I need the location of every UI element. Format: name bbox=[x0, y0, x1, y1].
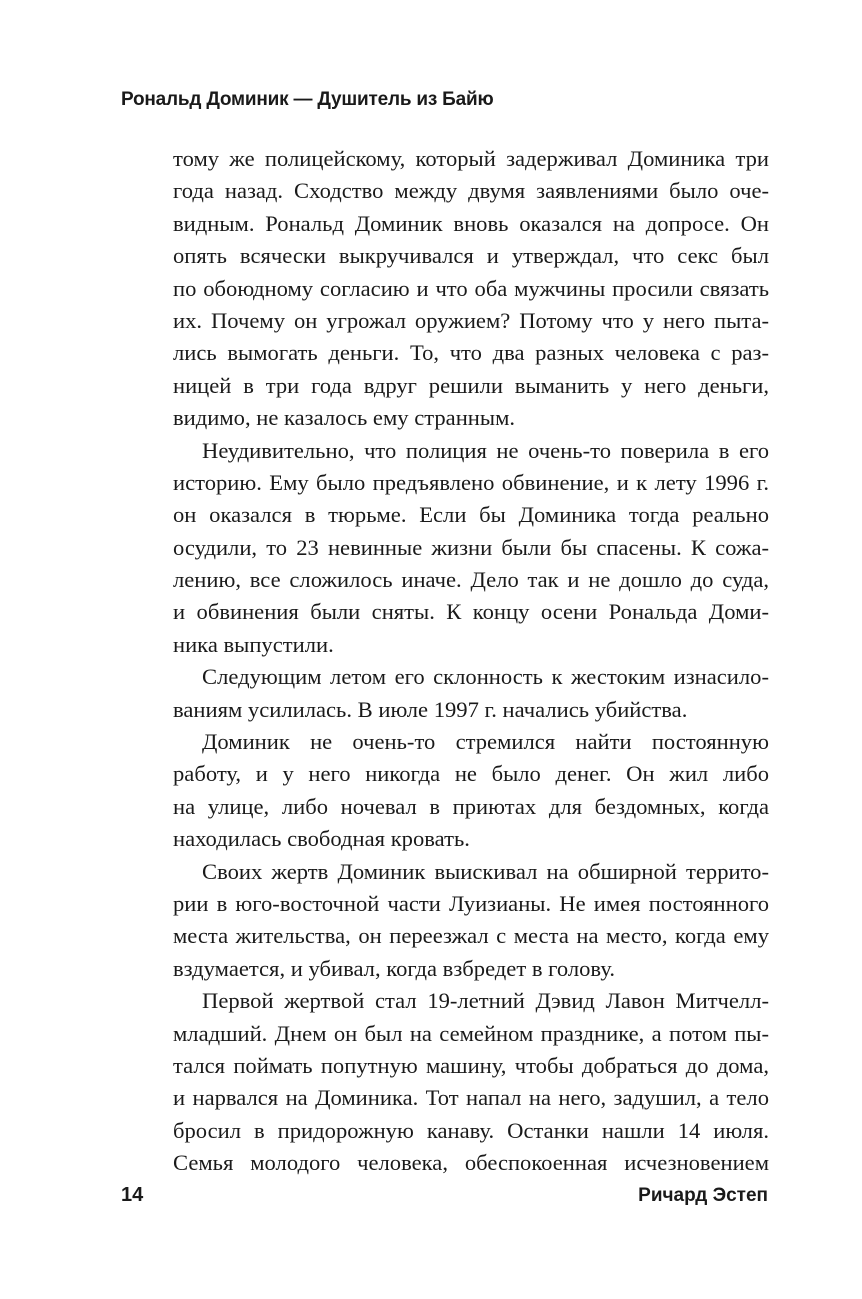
running-title: Рональд Доминик — Душитель из Байю bbox=[121, 89, 494, 110]
text-line-content: на улице, либо ночевал в приютах для бездомных, когда bbox=[173, 793, 769, 819]
text-line bbox=[173, 661, 769, 693]
text-line-content: лись вымогать деньги. То, что два разных человека с раз- bbox=[173, 340, 769, 366]
text-line-content: Семья молодого человека, обеспокоенная исчезновением bbox=[173, 1150, 769, 1176]
text-line bbox=[173, 370, 769, 402]
text-line-content: и обвинения были сняты. К концу осени Рональда Доми- bbox=[173, 599, 769, 625]
text-line bbox=[173, 337, 769, 369]
text-line-content: он оказался в тюрьме. Если бы Доминика тогда реально bbox=[173, 502, 769, 528]
text-line bbox=[173, 791, 769, 823]
text-line bbox=[173, 1115, 769, 1147]
text-line bbox=[173, 273, 769, 305]
text-line-content: ницей в три года вдруг решили выманить у него деньги, bbox=[173, 372, 769, 398]
text-line bbox=[173, 888, 769, 920]
text-line bbox=[173, 564, 769, 596]
text-line bbox=[173, 240, 769, 272]
text-line-content: Доминик не очень-то стремился найти постоянную bbox=[202, 729, 769, 755]
text-line bbox=[173, 596, 769, 628]
text-line-content: лению, все сложилось иначе. Дело так и не дошло до суда, bbox=[173, 567, 769, 593]
text-line-content: ваниям усилилась. В июле 1997 г. начались убийства. bbox=[173, 696, 688, 722]
text-line bbox=[173, 1050, 769, 1082]
text-line bbox=[173, 467, 769, 499]
text-line bbox=[173, 920, 769, 952]
text-line-content: Первой жертвой стал 19-летний Дэвид Лавон Митчелл- bbox=[202, 988, 769, 1014]
text-line bbox=[173, 1147, 769, 1179]
text-line-content: и нарвался на Доминика. Тот напал на него, задушил, а тело bbox=[173, 1085, 769, 1111]
text-line bbox=[173, 175, 769, 207]
text-line bbox=[173, 499, 769, 531]
text-line bbox=[173, 694, 769, 726]
text-line-content: младший. Днем он был на семейном празднике, а потом пы- bbox=[173, 1020, 769, 1046]
text-line-content: Своих жертв Доминик выискивал на обширной террито- bbox=[202, 858, 769, 884]
text-line bbox=[173, 402, 769, 434]
text-line bbox=[173, 1018, 769, 1050]
text-line-content: вздумается, и убивал, когда взбредет в голову. bbox=[173, 955, 616, 981]
text-line-content: года назад. Сходство между двумя заявлениями было оче- bbox=[173, 178, 769, 204]
text-line bbox=[173, 143, 769, 175]
text-line-content: находилась свободная кровать. bbox=[173, 826, 470, 852]
text-line bbox=[173, 985, 769, 1017]
text-line-content: видимо, не казалось ему странным. bbox=[173, 405, 516, 431]
text-line-content: опять всячески выкручивался и утверждал, что секс был bbox=[173, 243, 769, 269]
body-text bbox=[173, 143, 769, 1180]
text-line-content: тому же полицейскому, который задерживал Доминика три bbox=[173, 146, 769, 171]
text-line bbox=[173, 758, 769, 790]
text-line-content: рии в юго-восточной части Луизианы. Не имея постоянного bbox=[173, 890, 769, 916]
text-line-content: работу, и у него никогда не было денег. Он жил либо bbox=[173, 761, 769, 787]
text-line-content: места жительства, он переезжал с места на место, когда ему bbox=[173, 923, 769, 949]
text-line bbox=[173, 305, 769, 337]
text-line-content: по обоюдному согласию и что оба мужчины просили связать bbox=[173, 275, 769, 301]
text-line bbox=[173, 856, 769, 888]
text-line-content: осудили, то 23 невинные жизни были бы спасены. К сожа- bbox=[173, 534, 769, 560]
text-line bbox=[173, 1082, 769, 1114]
text-line bbox=[173, 208, 769, 240]
text-line-content: ника выпустили. bbox=[173, 631, 334, 657]
text-line-content: видным. Рональд Доминик вновь оказался на допросе. Он bbox=[173, 210, 769, 236]
text-line bbox=[173, 953, 769, 985]
text-line bbox=[173, 726, 769, 758]
text-line-content: тался поймать попутную машину, чтобы добраться до дома, bbox=[173, 1052, 769, 1078]
text-line bbox=[173, 629, 769, 661]
text-line-content: их. Почему он угрожал оружием? Потому что у него пыта- bbox=[173, 307, 769, 333]
text-line bbox=[173, 823, 769, 855]
text-line bbox=[173, 435, 769, 467]
footer-author: Ричард Эстеп bbox=[638, 1185, 768, 1206]
text-line-content: историю. Ему было предъявлено обвинение, и к лету 1996 г. bbox=[173, 469, 769, 495]
text-line-content: Следующим летом его склонность к жестоким изнасило- bbox=[202, 664, 769, 690]
page-number: 14 bbox=[121, 1184, 144, 1206]
text-line-content: бросил в придорожную канаву. Останки нашли 14 июля. bbox=[173, 1117, 769, 1143]
text-line-content: Неудивительно, что полиция не очень-то поверила в его bbox=[202, 437, 769, 463]
text-line bbox=[173, 532, 769, 564]
